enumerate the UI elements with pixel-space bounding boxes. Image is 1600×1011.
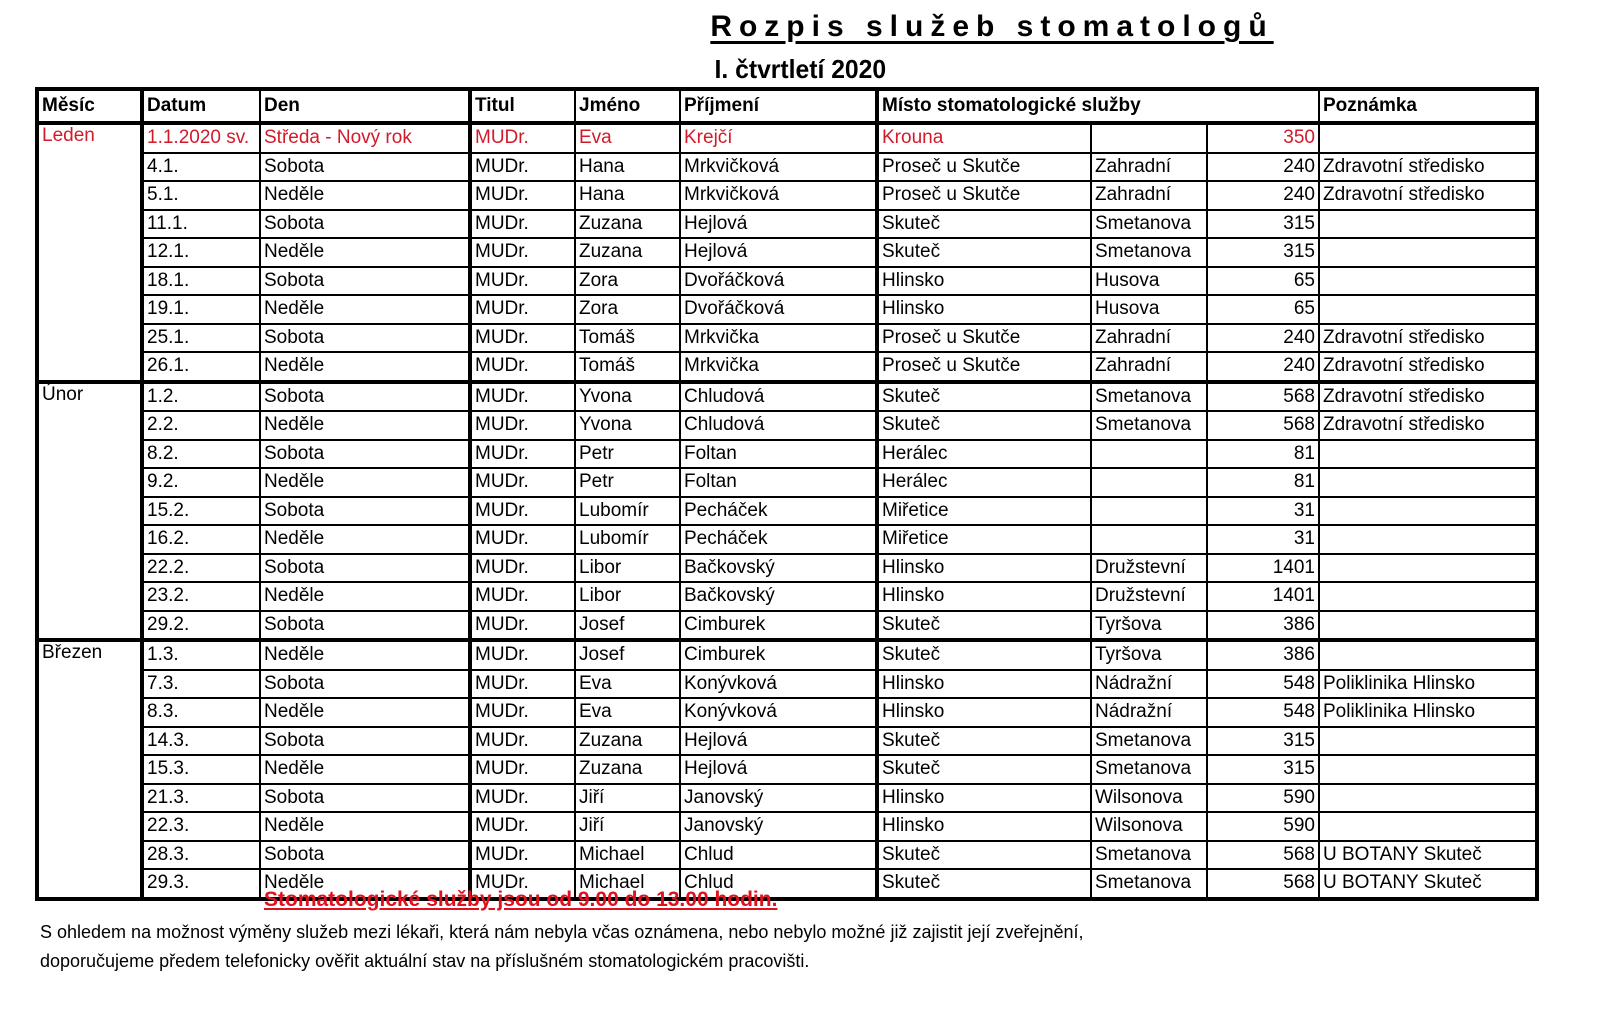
service-hours-notice: Stomatologické služby jsou od 9.00 do 13.00 hodin. bbox=[264, 888, 778, 911]
cell-prijmeni: Janovský bbox=[680, 812, 877, 841]
cell-prijmeni: Dvořáčková bbox=[680, 295, 877, 324]
header-den: Den bbox=[260, 89, 470, 123]
cell-jmeno: Lubomír bbox=[575, 525, 680, 554]
cell-poznamka bbox=[1319, 295, 1537, 324]
cell-misto: Skuteč bbox=[877, 640, 1091, 670]
cell-poznamka bbox=[1319, 497, 1537, 526]
cell-titul: MUDr. bbox=[470, 554, 575, 583]
cell-titul: MUDr. bbox=[470, 324, 575, 353]
cell-month: Únor bbox=[37, 382, 142, 641]
cell-misto: Miřetice bbox=[877, 525, 1091, 554]
cell-misto: Skuteč bbox=[877, 611, 1091, 641]
cell-prijmeni: Dvořáčková bbox=[680, 267, 877, 296]
table-row bbox=[37, 698, 1537, 727]
cell-cislo: 1401 bbox=[1207, 554, 1319, 583]
cell-titul: MUDr. bbox=[470, 267, 575, 296]
cell-datum: 5.1. bbox=[142, 181, 260, 210]
cell-misto: Hlinsko bbox=[877, 267, 1091, 296]
cell-datum: 4.1. bbox=[142, 153, 260, 182]
cell-cislo: 568 bbox=[1207, 411, 1319, 440]
cell-ulice: Zahradní bbox=[1091, 352, 1207, 382]
cell-ulice bbox=[1091, 468, 1207, 497]
cell-datum: 25.1. bbox=[142, 324, 260, 353]
cell-den: Sobota bbox=[260, 440, 470, 469]
header-prijmeni: Příjmení bbox=[680, 89, 877, 123]
cell-poznamka bbox=[1319, 525, 1537, 554]
cell-ulice: Zahradní bbox=[1091, 153, 1207, 182]
cell-misto: Skuteč bbox=[877, 841, 1091, 870]
cell-ulice: Družstevní bbox=[1091, 554, 1207, 583]
cell-cislo: 386 bbox=[1207, 640, 1319, 670]
cell-den: Neděle bbox=[260, 525, 470, 554]
cell-cislo: 81 bbox=[1207, 440, 1319, 469]
table-row bbox=[37, 755, 1537, 784]
cell-poznamka bbox=[1319, 812, 1537, 841]
cell-prijmeni: Mrkvičková bbox=[680, 153, 877, 182]
cell-misto: Herálec bbox=[877, 468, 1091, 497]
cell-misto: Hlinsko bbox=[877, 812, 1091, 841]
cell-cislo: 240 bbox=[1207, 324, 1319, 353]
table-row bbox=[37, 440, 1537, 469]
cell-cislo: 31 bbox=[1207, 497, 1319, 526]
table-row bbox=[37, 382, 1537, 412]
cell-poznamka: Zdravotní středisko bbox=[1319, 153, 1537, 182]
cell-misto: Skuteč bbox=[877, 727, 1091, 756]
cell-den: Sobota bbox=[260, 382, 470, 412]
cell-titul: MUDr. bbox=[470, 468, 575, 497]
cell-prijmeni: Pecháček bbox=[680, 497, 877, 526]
cell-misto: Skuteč bbox=[877, 382, 1091, 412]
cell-jmeno: Zora bbox=[575, 267, 680, 296]
cell-cislo: 81 bbox=[1207, 468, 1319, 497]
cell-cislo: 315 bbox=[1207, 755, 1319, 784]
cell-ulice: Wilsonova bbox=[1091, 784, 1207, 813]
cell-prijmeni: Mrkvička bbox=[680, 352, 877, 382]
cell-den: Neděle bbox=[260, 238, 470, 267]
cell-datum: 8.2. bbox=[142, 440, 260, 469]
cell-jmeno: Eva bbox=[575, 670, 680, 699]
table-row bbox=[37, 210, 1537, 239]
header-row bbox=[37, 89, 1537, 123]
cell-jmeno: Zuzana bbox=[575, 755, 680, 784]
cell-jmeno: Petr bbox=[575, 440, 680, 469]
table-row bbox=[37, 153, 1537, 182]
cell-prijmeni: Chludová bbox=[680, 382, 877, 412]
cell-titul: MUDr. bbox=[470, 238, 575, 267]
cell-poznamka bbox=[1319, 554, 1537, 583]
cell-den: Sobota bbox=[260, 153, 470, 182]
cell-cislo: 240 bbox=[1207, 181, 1319, 210]
cell-ulice: Smetanova bbox=[1091, 755, 1207, 784]
cell-den: Neděle bbox=[260, 582, 470, 611]
cell-ulice: Smetanova bbox=[1091, 869, 1207, 899]
table-row bbox=[37, 238, 1537, 267]
cell-poznamka bbox=[1319, 640, 1537, 670]
cell-den: Neděle bbox=[260, 698, 470, 727]
cell-prijmeni: Bačkovský bbox=[680, 554, 877, 583]
table-row bbox=[37, 267, 1537, 296]
cell-ulice: Zahradní bbox=[1091, 181, 1207, 210]
cell-den: Sobota bbox=[260, 324, 470, 353]
cell-datum: 14.3. bbox=[142, 727, 260, 756]
cell-den: Neděle bbox=[260, 295, 470, 324]
cell-titul: MUDr. bbox=[470, 525, 575, 554]
cell-misto: Skuteč bbox=[877, 238, 1091, 267]
cell-datum: 28.3. bbox=[142, 841, 260, 870]
cell-titul: MUDr. bbox=[470, 181, 575, 210]
cell-cislo: 31 bbox=[1207, 525, 1319, 554]
cell-poznamka bbox=[1319, 123, 1537, 153]
cell-datum: 16.2. bbox=[142, 525, 260, 554]
cell-jmeno: Zora bbox=[575, 295, 680, 324]
cell-ulice: Družstevní bbox=[1091, 582, 1207, 611]
cell-prijmeni: Chlud bbox=[680, 841, 877, 870]
cell-misto: Hlinsko bbox=[877, 784, 1091, 813]
cell-poznamka: Poliklinika Hlinsko bbox=[1319, 670, 1537, 699]
document-subtitle bbox=[0, 54, 1600, 85]
cell-prijmeni: Mrkvičková bbox=[680, 181, 877, 210]
cell-titul: MUDr. bbox=[470, 440, 575, 469]
cell-datum: 22.2. bbox=[142, 554, 260, 583]
cell-prijmeni: Krejčí bbox=[680, 123, 877, 153]
cell-den: Sobota bbox=[260, 611, 470, 641]
cell-titul: MUDr. bbox=[470, 755, 575, 784]
table-row bbox=[37, 554, 1537, 583]
cell-misto: Proseč u Skutče bbox=[877, 324, 1091, 353]
header-mesic: Měsíc bbox=[37, 89, 142, 123]
cell-ulice: Husova bbox=[1091, 267, 1207, 296]
cell-titul: MUDr. bbox=[470, 670, 575, 699]
cell-datum: 26.1. bbox=[142, 352, 260, 382]
cell-cislo: 65 bbox=[1207, 267, 1319, 296]
cell-den: Sobota bbox=[260, 841, 470, 870]
cell-misto: Hlinsko bbox=[877, 554, 1091, 583]
cell-cislo: 315 bbox=[1207, 210, 1319, 239]
cell-poznamka: U BOTANY Skuteč bbox=[1319, 869, 1537, 899]
cell-prijmeni: Chlud bbox=[680, 869, 877, 899]
cell-prijmeni: Cimburek bbox=[680, 640, 877, 670]
cell-misto: Hlinsko bbox=[877, 582, 1091, 611]
cell-ulice: Nádražní bbox=[1091, 698, 1207, 727]
cell-prijmeni: Hejlová bbox=[680, 210, 877, 239]
cell-prijmeni: Foltan bbox=[680, 440, 877, 469]
cell-poznamka bbox=[1319, 267, 1537, 296]
cell-cislo: 240 bbox=[1207, 153, 1319, 182]
duty-schedule-table bbox=[35, 87, 1539, 901]
cell-den: Sobota bbox=[260, 210, 470, 239]
cell-titul: MUDr. bbox=[470, 698, 575, 727]
cell-datum: 15.2. bbox=[142, 497, 260, 526]
cell-titul: MUDr. bbox=[470, 841, 575, 870]
cell-datum: 8.3. bbox=[142, 698, 260, 727]
cell-misto: Krouna bbox=[877, 123, 1091, 153]
table-row bbox=[37, 324, 1537, 353]
cell-prijmeni: Janovský bbox=[680, 784, 877, 813]
cell-datum: 22.3. bbox=[142, 812, 260, 841]
cell-ulice: Smetanova bbox=[1091, 727, 1207, 756]
cell-den: Sobota bbox=[260, 554, 470, 583]
cell-ulice bbox=[1091, 123, 1207, 153]
table-row bbox=[37, 181, 1537, 210]
cell-month: Březen bbox=[37, 640, 142, 899]
header-poznamka: Poznámka bbox=[1319, 89, 1537, 123]
cell-poznamka bbox=[1319, 210, 1537, 239]
cell-prijmeni: Cimburek bbox=[680, 611, 877, 641]
cell-cislo: 548 bbox=[1207, 698, 1319, 727]
cell-den: Neděle bbox=[260, 352, 470, 382]
cell-jmeno: Hana bbox=[575, 181, 680, 210]
cell-datum: 18.1. bbox=[142, 267, 260, 296]
cell-prijmeni: Foltan bbox=[680, 468, 877, 497]
cell-jmeno: Josef bbox=[575, 640, 680, 670]
cell-cislo: 568 bbox=[1207, 382, 1319, 412]
cell-datum: 1.3. bbox=[142, 640, 260, 670]
cell-prijmeni: Konývková bbox=[680, 698, 877, 727]
cell-ulice bbox=[1091, 525, 1207, 554]
table-row bbox=[37, 497, 1537, 526]
cell-den: Středa - Nový rok bbox=[260, 123, 470, 153]
cell-den: Neděle bbox=[260, 869, 470, 899]
cell-den: Neděle bbox=[260, 181, 470, 210]
cell-jmeno: Libor bbox=[575, 582, 680, 611]
document-title: Rozpis služeb stomatologů bbox=[710, 10, 1274, 43]
cell-month: Leden bbox=[37, 123, 142, 382]
cell-datum: 7.3. bbox=[142, 670, 260, 699]
cell-misto: Proseč u Skutče bbox=[877, 153, 1091, 182]
cell-datum: 12.1. bbox=[142, 238, 260, 267]
cell-titul: MUDr. bbox=[470, 784, 575, 813]
cell-jmeno: Michael bbox=[575, 869, 680, 899]
cell-den: Neděle bbox=[260, 468, 470, 497]
cell-den: Sobota bbox=[260, 497, 470, 526]
cell-titul: MUDr. bbox=[470, 411, 575, 440]
cell-cislo: 590 bbox=[1207, 784, 1319, 813]
cell-misto: Hlinsko bbox=[877, 295, 1091, 324]
cell-prijmeni: Chludová bbox=[680, 411, 877, 440]
cell-datum: 15.3. bbox=[142, 755, 260, 784]
cell-misto: Skuteč bbox=[877, 869, 1091, 899]
cell-prijmeni: Konývková bbox=[680, 670, 877, 699]
cell-cislo: 350 bbox=[1207, 123, 1319, 153]
cell-datum: 29.2. bbox=[142, 611, 260, 641]
cell-prijmeni: Mrkvička bbox=[680, 324, 877, 353]
cell-prijmeni: Pecháček bbox=[680, 525, 877, 554]
cell-titul: MUDr. bbox=[470, 153, 575, 182]
cell-poznamka: Zdravotní středisko bbox=[1319, 382, 1537, 412]
cell-ulice: Husova bbox=[1091, 295, 1207, 324]
cell-ulice: Wilsonova bbox=[1091, 812, 1207, 841]
cell-misto: Proseč u Skutče bbox=[877, 181, 1091, 210]
cell-misto: Proseč u Skutče bbox=[877, 352, 1091, 382]
cell-titul: MUDr. bbox=[470, 352, 575, 382]
cell-ulice: Smetanova bbox=[1091, 411, 1207, 440]
cell-prijmeni: Hejlová bbox=[680, 727, 877, 756]
cell-den: Neděle bbox=[260, 812, 470, 841]
table-row bbox=[37, 611, 1537, 641]
cell-den: Sobota bbox=[260, 267, 470, 296]
cell-ulice: Tyršova bbox=[1091, 611, 1207, 641]
table-row bbox=[37, 784, 1537, 813]
table-row bbox=[37, 640, 1537, 670]
cell-datum: 21.3. bbox=[142, 784, 260, 813]
cell-titul: MUDr. bbox=[470, 812, 575, 841]
cell-den: Neděle bbox=[260, 411, 470, 440]
cell-cislo: 548 bbox=[1207, 670, 1319, 699]
cell-cislo: 1401 bbox=[1207, 582, 1319, 611]
cell-poznamka: U BOTANY Skuteč bbox=[1319, 841, 1537, 870]
cell-prijmeni: Hejlová bbox=[680, 238, 877, 267]
cell-poznamka bbox=[1319, 784, 1537, 813]
cell-poznamka bbox=[1319, 755, 1537, 784]
cell-poznamka: Zdravotní středisko bbox=[1319, 352, 1537, 382]
cell-misto: Skuteč bbox=[877, 210, 1091, 239]
cell-jmeno: Eva bbox=[575, 698, 680, 727]
cell-titul: MUDr. bbox=[470, 869, 575, 899]
table-row bbox=[37, 841, 1537, 870]
cell-datum: 11.1. bbox=[142, 210, 260, 239]
cell-titul: MUDr. bbox=[470, 611, 575, 641]
cell-cislo: 65 bbox=[1207, 295, 1319, 324]
header-misto: Místo stomatologické služby bbox=[877, 89, 1319, 123]
cell-misto: Hlinsko bbox=[877, 698, 1091, 727]
cell-den: Neděle bbox=[260, 640, 470, 670]
table-row bbox=[37, 295, 1537, 324]
cell-titul: MUDr. bbox=[470, 497, 575, 526]
cell-jmeno: Tomáš bbox=[575, 352, 680, 382]
cell-misto: Herálec bbox=[877, 440, 1091, 469]
cell-datum: 29.3. bbox=[142, 869, 260, 899]
cell-misto: Skuteč bbox=[877, 755, 1091, 784]
cell-misto: Miřetice bbox=[877, 497, 1091, 526]
cell-jmeno: Lubomír bbox=[575, 497, 680, 526]
cell-ulice: Tyršova bbox=[1091, 640, 1207, 670]
cell-jmeno: Jiří bbox=[575, 784, 680, 813]
cell-cislo: 315 bbox=[1207, 727, 1319, 756]
cell-poznamka: Zdravotní středisko bbox=[1319, 324, 1537, 353]
header-datum: Datum bbox=[142, 89, 260, 123]
cell-jmeno: Zuzana bbox=[575, 727, 680, 756]
cell-den: Sobota bbox=[260, 727, 470, 756]
cell-jmeno: Jiří bbox=[575, 812, 680, 841]
cell-jmeno: Libor bbox=[575, 554, 680, 583]
cell-datum: 1.1.2020 sv. bbox=[142, 123, 260, 153]
cell-ulice: Smetanova bbox=[1091, 238, 1207, 267]
cell-titul: MUDr. bbox=[470, 210, 575, 239]
cell-jmeno: Zuzana bbox=[575, 210, 680, 239]
cell-datum: 9.2. bbox=[142, 468, 260, 497]
cell-ulice: Nádražní bbox=[1091, 670, 1207, 699]
cell-cislo: 386 bbox=[1207, 611, 1319, 641]
cell-titul: MUDr. bbox=[470, 123, 575, 153]
cell-poznamka bbox=[1319, 727, 1537, 756]
cell-jmeno: Josef bbox=[575, 611, 680, 641]
cell-poznamka bbox=[1319, 611, 1537, 641]
cell-titul: MUDr. bbox=[470, 382, 575, 412]
cell-titul: MUDr. bbox=[470, 727, 575, 756]
cell-ulice: Zahradní bbox=[1091, 324, 1207, 353]
cell-ulice bbox=[1091, 440, 1207, 469]
table-row bbox=[37, 812, 1537, 841]
table-row bbox=[37, 525, 1537, 554]
cell-poznamka: Zdravotní středisko bbox=[1319, 181, 1537, 210]
cell-ulice: Smetanova bbox=[1091, 382, 1207, 412]
cell-datum: 19.1. bbox=[142, 295, 260, 324]
cell-cislo: 568 bbox=[1207, 841, 1319, 870]
disclaimer-line-1: S ohledem na možnost výměny služeb mezi lékaři, která nám nebyla včas oznámena, nebo nebylo možné již zajistit její zveřejnění, bbox=[40, 922, 1084, 942]
cell-misto: Skuteč bbox=[877, 411, 1091, 440]
cell-ulice: Smetanova bbox=[1091, 210, 1207, 239]
cell-jmeno: Petr bbox=[575, 468, 680, 497]
table-row bbox=[37, 727, 1537, 756]
cell-jmeno: Eva bbox=[575, 123, 680, 153]
cell-poznamka bbox=[1319, 440, 1537, 469]
cell-den: Sobota bbox=[260, 670, 470, 699]
header-jmeno: Jméno bbox=[575, 89, 680, 123]
cell-den: Neděle bbox=[260, 755, 470, 784]
table-row bbox=[37, 670, 1537, 699]
cell-cislo: 315 bbox=[1207, 238, 1319, 267]
cell-jmeno: Yvona bbox=[575, 411, 680, 440]
cell-cislo: 590 bbox=[1207, 812, 1319, 841]
cell-jmeno: Yvona bbox=[575, 382, 680, 412]
cell-titul: MUDr. bbox=[470, 582, 575, 611]
cell-poznamka bbox=[1319, 582, 1537, 611]
cell-den: Sobota bbox=[260, 784, 470, 813]
cell-cislo: 240 bbox=[1207, 352, 1319, 382]
quarter-label: I. čtvrtletí 2020 bbox=[714, 54, 886, 84]
cell-jmeno: Tomáš bbox=[575, 324, 680, 353]
cell-prijmeni: Hejlová bbox=[680, 755, 877, 784]
schedule-body bbox=[37, 123, 1537, 899]
cell-ulice bbox=[1091, 497, 1207, 526]
cell-datum: 1.2. bbox=[142, 382, 260, 412]
cell-jmeno: Michael bbox=[575, 841, 680, 870]
header-titul: Titul bbox=[470, 89, 575, 123]
cell-cislo: 568 bbox=[1207, 869, 1319, 899]
cell-prijmeni: Bačkovský bbox=[680, 582, 877, 611]
cell-datum: 23.2. bbox=[142, 582, 260, 611]
cell-misto: Hlinsko bbox=[877, 670, 1091, 699]
table-row bbox=[37, 468, 1537, 497]
table-row bbox=[37, 582, 1537, 611]
table-row bbox=[37, 869, 1537, 899]
disclaimer-line-2: doporučujeme předem telefonicky ověřit aktuální stav na příslušném stomatologickém pracovišti. bbox=[40, 951, 810, 971]
table-row bbox=[37, 123, 1537, 153]
cell-datum: 2.2. bbox=[142, 411, 260, 440]
cell-jmeno: Hana bbox=[575, 153, 680, 182]
cell-titul: MUDr. bbox=[470, 295, 575, 324]
cell-poznamka bbox=[1319, 238, 1537, 267]
cell-poznamka bbox=[1319, 468, 1537, 497]
cell-ulice: Smetanova bbox=[1091, 841, 1207, 870]
cell-poznamka: Poliklinika Hlinsko bbox=[1319, 698, 1537, 727]
cell-titul: MUDr. bbox=[470, 640, 575, 670]
table-row bbox=[37, 411, 1537, 440]
table-row bbox=[37, 352, 1537, 382]
cell-jmeno: Zuzana bbox=[575, 238, 680, 267]
cell-poznamka: Zdravotní středisko bbox=[1319, 411, 1537, 440]
